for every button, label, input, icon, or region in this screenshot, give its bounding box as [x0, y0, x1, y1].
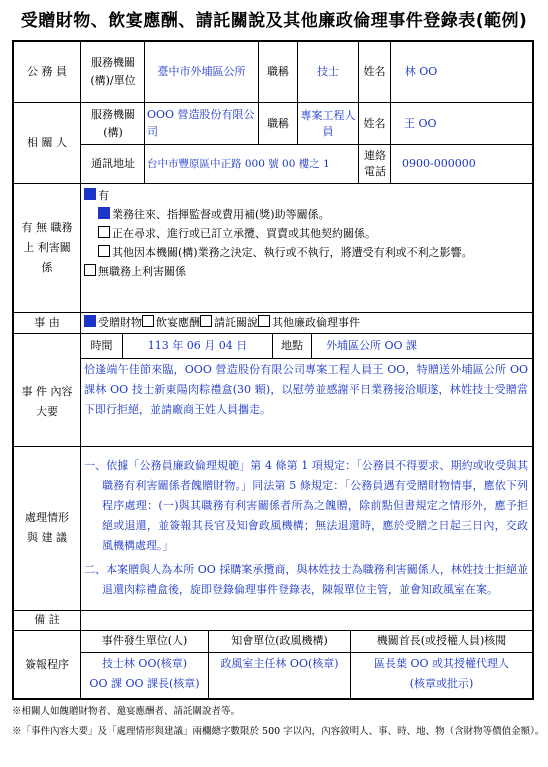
- related-name-label: 姓名: [363, 116, 386, 130]
- remarks-row-label: 備 註: [34, 613, 60, 626]
- handling-text-2: 二、本案贈與人為本所 OO 採購案承攬商，與林姓技士為職務利害關係人，林姓技士拒絕並退還肉粽禮盒後，旋即登錄倫理事件登錄表，陳報單位主管，並會知政風室在案。: [84, 563, 528, 596]
- handling-row-label: 處理情形 與 建 議: [25, 511, 69, 544]
- official-agency-value: 臺中市外埔區公所: [157, 65, 246, 78]
- matter-option-lobbying[interactable]: 請託關說: [200, 314, 258, 332]
- official-row-label: 公 務 員: [27, 65, 67, 78]
- banquet-checkbox[interactable]: [142, 315, 154, 327]
- matter-options: [84, 313, 524, 333]
- footnote-2: ※「事件內容大要」及「處理情形與建議」兩欄總字數限於 500 字以內，內容敘明人、事、時、地、物（含財物等價值金額）。: [12, 726, 545, 737]
- related-agency-label: 服務機關(構): [91, 107, 135, 139]
- related-name-value: 王 OO: [404, 116, 437, 130]
- matter-row-label: 事 由: [34, 315, 60, 329]
- signoff-col3-line1: 區長葉 OO 或其授權代理人: [373, 657, 510, 670]
- time-value: 113 年 06 月 04 日: [147, 339, 248, 352]
- content-row-label: 事 件 內容大要: [21, 385, 73, 418]
- other-checkbox[interactable]: [258, 315, 270, 327]
- official-name-value: 林 OO: [404, 65, 438, 78]
- signoff-col2-header: 知會單位(政風機構): [231, 634, 328, 647]
- interest-has-option[interactable]: 有: [84, 186, 524, 205]
- interest-row-label: 有 無 職務上 利害關係: [21, 220, 73, 274]
- signoff-col3-line2: (核章或批示): [409, 677, 474, 690]
- none-checkbox[interactable]: [84, 264, 96, 276]
- related-agency-value: OOO 營造股份有限公司: [147, 108, 255, 138]
- interest-options: [84, 186, 524, 310]
- time-label: 時間: [90, 339, 113, 352]
- official-title-value: 技士: [317, 65, 339, 78]
- interest-option-1[interactable]: 業務往來、指揮監督或費用補(獎)助等關係。: [84, 205, 524, 224]
- content-text: 恰逢端午佳節來臨，OOO 營造股份有限公司專案工程人員王 OO，特贈送外埔區公所 OO 課林 OO 技士新東陽肉粽禮盒(30 顆)，以慰勞並感謝平日業務接洽順遂，林姓技士受贈當下即行拒絕，並請廠商王姓人員攜走。: [84, 363, 528, 416]
- has-checkbox[interactable]: [84, 188, 96, 200]
- related-address-value: 台中市豐原區中正路 000 號 00 樓之 1: [147, 158, 330, 170]
- place-value: 外埔區公所 OO 課: [326, 339, 418, 352]
- related-title-label: 職稱: [267, 116, 289, 130]
- related-row-label: 相 關 人: [27, 135, 67, 149]
- related-phone-label: 連絡電話: [364, 149, 386, 178]
- related-phone-value: 0900-000000: [402, 157, 476, 170]
- signoff-col3-header: 機關首長(或授權人員)核閱: [376, 634, 507, 647]
- official-title-label: 職稱: [267, 65, 289, 78]
- related-title-value: 專案工程人員: [300, 108, 356, 138]
- matter-option-other[interactable]: 其他廉政倫理事件: [258, 314, 360, 332]
- option1-checkbox[interactable]: [98, 207, 110, 219]
- signoff-col1-line1: 技士林 OO(核章): [101, 657, 188, 670]
- official-agency-label: 服務機關(構)/單位: [90, 56, 136, 87]
- gift-checkbox[interactable]: [84, 315, 96, 327]
- place-label: 地點: [281, 339, 303, 352]
- option2-checkbox[interactable]: [98, 226, 110, 238]
- signoff-col1-header: 事件發生單位(人): [101, 634, 188, 647]
- signoff-col1-line2: OO 課 OO 課長(核章): [89, 677, 200, 690]
- signoff-row-label: 簽報程序: [25, 657, 69, 671]
- signoff-col2-line1: 政風室主任林 OO(核章): [220, 657, 339, 670]
- interest-option-2[interactable]: 正在尋求、進行或已訂立承攬、買賣或其他契約關係。: [84, 224, 524, 243]
- handling-text-1: 一、依據「公務員廉政倫理規範」第 4 條第 1 項規定：「公務員不得要求、期約或收受與其職務有利害關係者餽贈財物。」同法第 5 條規定：「公務員遇有受贈財物情事，應依下列程序處理：(一)與其職務有利害關係者所為之餽贈，除前點但書規定之情形外，應予拒絕或退還，並簽報其長官及知會政風機構；無法退還時，應於受贈之日起三日內，交政風機構處理。」: [84, 459, 528, 552]
- form-title: 受贈財物、飲宴應酬、請託關說及其他廉政倫理事件登錄表(範例): [20, 11, 528, 31]
- matter-option-banquet[interactable]: 飲宴應酬: [142, 314, 200, 332]
- registration-form-table: [12, 40, 534, 700]
- matter-option-gift[interactable]: 受贈財物: [84, 314, 142, 332]
- footnote-1: ※相關人如餽贈財物者、邀宴應酬者、請託關說者等。: [12, 706, 241, 717]
- interest-none-option[interactable]: 無職務上利害關係: [84, 262, 524, 281]
- option3-checkbox[interactable]: [98, 245, 110, 257]
- lobbying-checkbox[interactable]: [200, 315, 212, 327]
- related-address-label: 通訊地址: [91, 157, 135, 170]
- interest-option-3[interactable]: 其他因本機關(構)業務之決定、執行或不執行，將遭受有利或不利之影響。: [84, 243, 524, 262]
- official-name-label: 姓名: [363, 65, 386, 78]
